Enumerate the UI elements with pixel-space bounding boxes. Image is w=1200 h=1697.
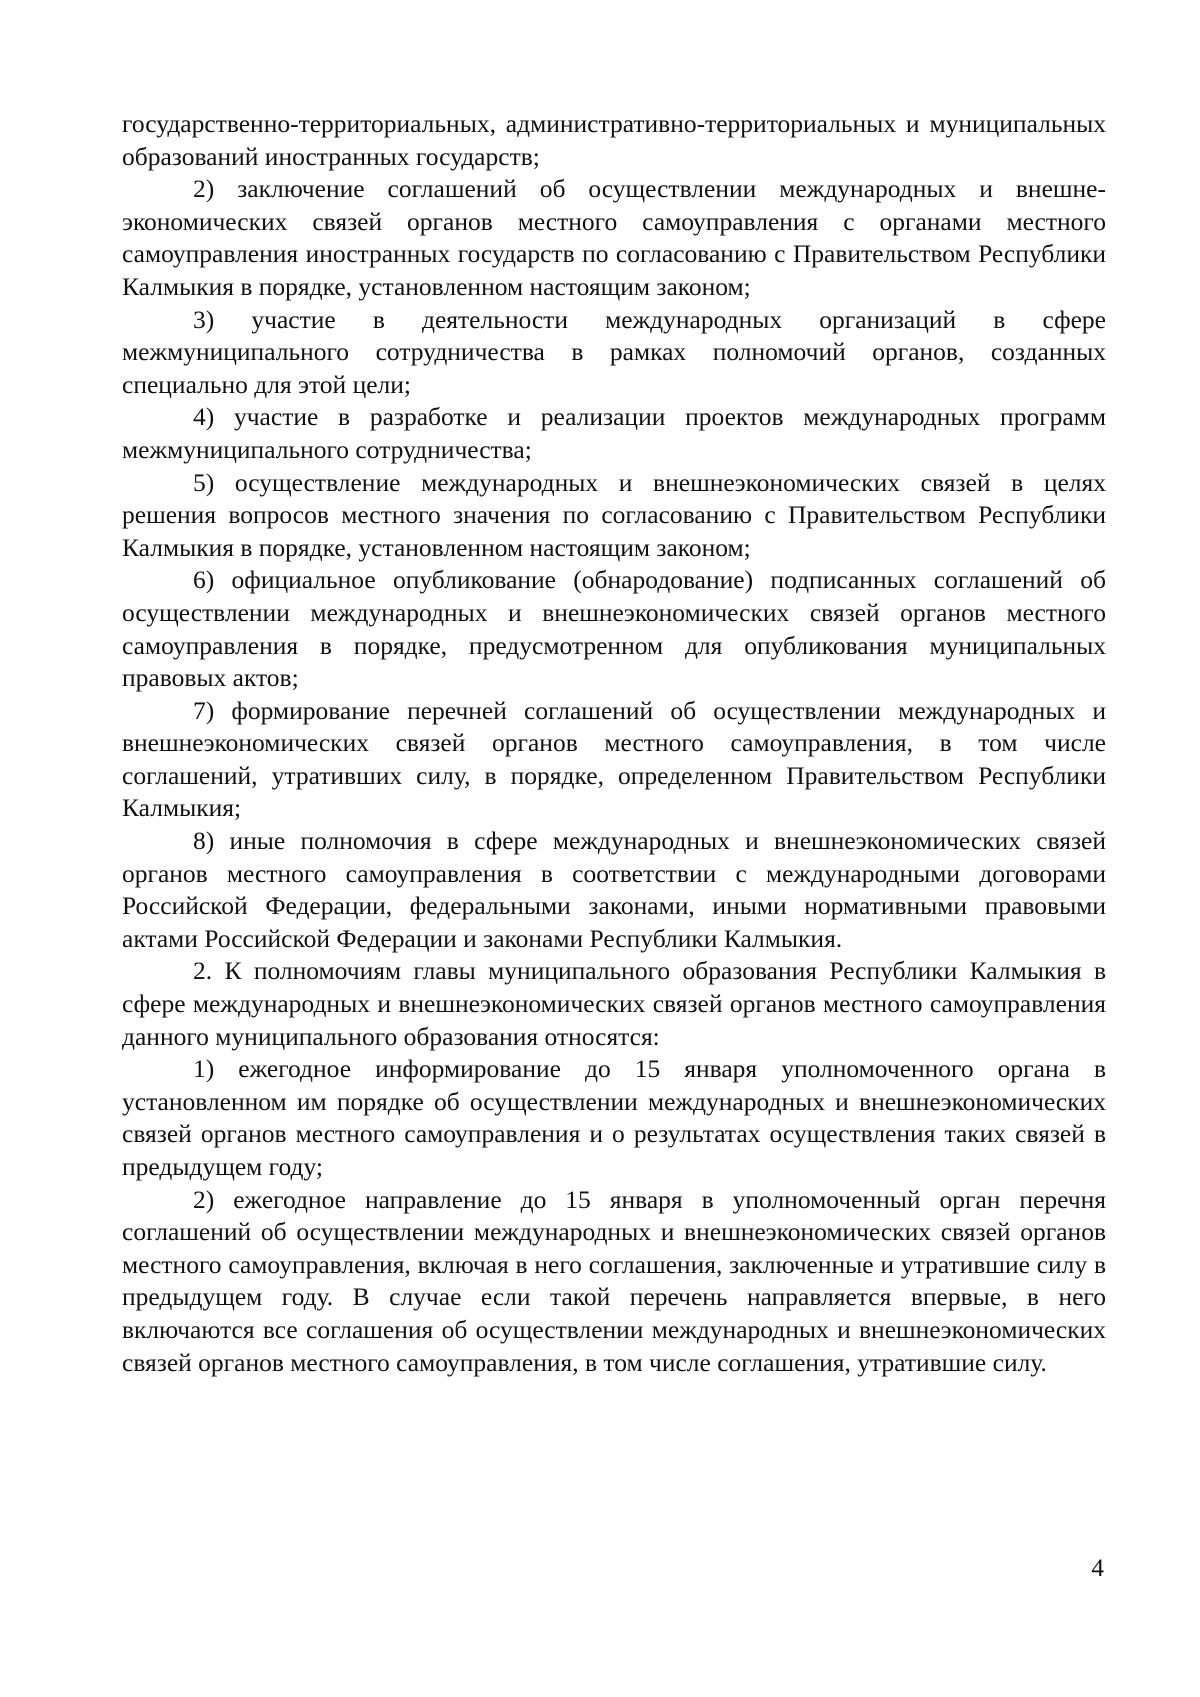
paragraph-item-2: 2) заключение соглашений об осуществлении международных и внешне-экономических связей органов местного самоуправления с органами местного самоуправления иностранных государств по согласованию с Правительством Республики Калмыкия в порядке, установленном настоящим законом; xyxy=(122,174,1106,301)
paragraph-item-6: 6) официальное опубликование (обнародование) подписанных соглашений об осуществлении международных и внешнеэкономических связей органов местного самоуправления в порядке, предусмотренном для опубликования муниципальных правовых актов; xyxy=(122,565,1106,693)
document-body xyxy=(122,108,1106,1379)
paragraph-continuation: государственно-территориальных, административно-территориальных и муниципальных образований иностранных государств; xyxy=(122,109,1106,171)
paragraph-item-7: 7) формирование перечней соглашений об осуществлении международных и внешнеэкономических связей органов местного самоуправления, в том числе соглашений, утративших силу, в порядке, определенном Правительством Республики Калмыкия; xyxy=(122,695,1106,823)
paragraph-item-3: 3) участие в деятельности международных организаций в сфере межмуниципального сотрудничества в рамках полномочий органов, созданных специально для этой цели; xyxy=(122,304,1106,399)
paragraph-item-8: 8) иные полномочия в сфере международных и внешнеэкономических связей органов местного самоуправления в соответствии с международными договорами Российской Федерации, федеральными законами, иными нормативными правовыми актами Российской Федерации и законами Республики Калмыкия. xyxy=(122,826,1106,953)
paragraph-item-4: 4) участие в разработке и реализации проектов международных программ межмуниципального сотрудничества; xyxy=(122,402,1106,464)
paragraph-section-2-item-2: 2) ежегодное направление до 15 января в уполномоченный орган перечня соглашений об осуществлении международных и внешнеэкономических связей органов местного самоуправления, включая в него соглашения, заключенные и утратившие силу в предыдущем году. В случае если такой перечень направляется впервые, в него включаются все соглашения об осуществлении международных и внешнеэкономических связей органов местного самоуправления, в том числе соглашения, утратившие силу. xyxy=(122,1184,1106,1377)
paragraph-section-2-item-1: 1) ежегодное информирование до 15 января уполномоченного органа в установленном им порядке об осуществлении международных и внешнеэкономических связей органов местного самоуправления и о результатах осуществления таких связей в предыдущем году; xyxy=(122,1054,1106,1181)
page-number: 4 xyxy=(1091,1553,1104,1582)
paragraph-section-2: 2. К полномочиям главы муниципального образования Республики Калмыкия в сфере международных и внешнеэкономических связей органов местного самоуправления данного муниципального образования относятся: xyxy=(122,956,1106,1051)
paragraph-item-5: 5) осуществление международных и внешнеэкономических связей в целях решения вопросов местного значения по согласованию с Правительством Республики Калмыкия в порядке, установленном настоящим законом; xyxy=(122,467,1106,562)
